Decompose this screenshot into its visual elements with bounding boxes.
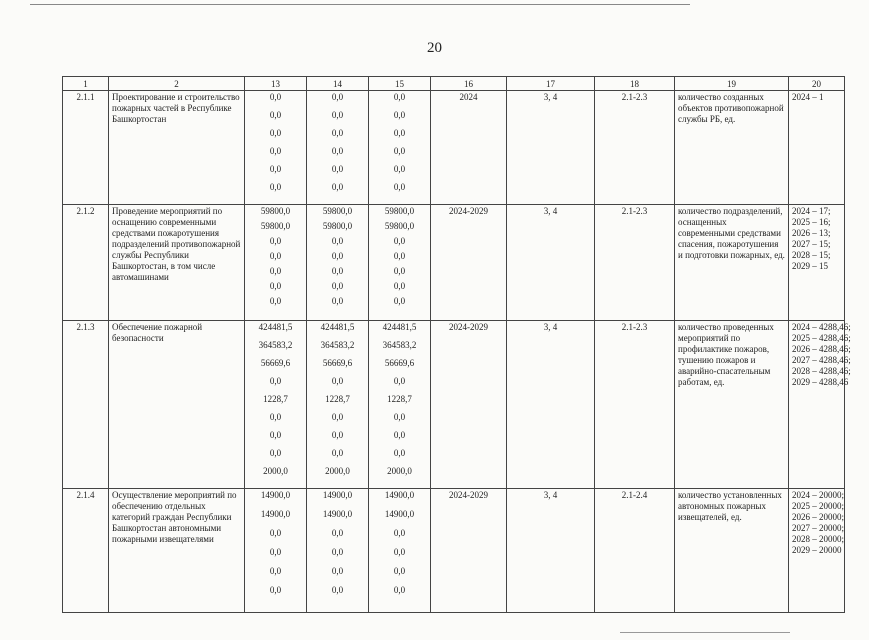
header-cell: 14: [307, 77, 369, 91]
row-target-values: [789, 321, 851, 489]
amount-value: 0,0: [393, 251, 406, 261]
amount-value: 0,0: [331, 266, 344, 276]
row-target-values: [789, 91, 845, 205]
amount-value: 0,0: [269, 146, 282, 156]
header-cell: 19: [675, 77, 789, 91]
row-indicator: количество установленных автономных пожарных извещателей, ед.: [675, 489, 789, 613]
target-value-line: 2028 – 4288,46;: [792, 366, 851, 376]
target-value-line: 2029 – 15: [792, 261, 828, 271]
amount-value: 424481,5: [320, 322, 355, 332]
header-cell: 17: [507, 77, 595, 91]
target-value-line: 2025 – 20000;: [792, 501, 845, 511]
amount-value: 56669,6: [384, 358, 415, 368]
amount-value: 0,0: [269, 430, 282, 440]
amount-value: 0,0: [269, 92, 282, 102]
target-value-line: 2025 – 16;: [792, 217, 831, 227]
bottom-scan-line: [620, 632, 790, 633]
row-years: 2024-2029: [431, 321, 507, 489]
col14-values: [307, 321, 369, 489]
row-years: 2024-2029: [431, 205, 507, 321]
amount-value: 0,0: [331, 182, 344, 192]
table-row: [63, 91, 845, 205]
header-cell: 1: [63, 77, 109, 91]
amount-value: 56669,6: [322, 358, 353, 368]
row-id: 2.1.2: [63, 205, 109, 321]
amount-value: 0,0: [331, 412, 344, 422]
page-number: 20: [427, 40, 442, 56]
row-name: Обеспечение пожарной безопасности: [109, 321, 245, 489]
amount-value: 0,0: [269, 281, 282, 291]
col15-values: [369, 91, 431, 205]
amount-value: 0,0: [331, 376, 344, 386]
amount-value: 0,0: [269, 164, 282, 174]
amount-value: 0,0: [393, 281, 406, 291]
amount-value: 1228,7: [387, 394, 412, 404]
target-value-line: 2028 – 15;: [792, 250, 831, 260]
amount-value: 364583,2: [258, 340, 293, 350]
amount-value: 0,0: [269, 376, 282, 386]
target-value-line: 2029 – 20000: [792, 545, 842, 555]
col15-values: [369, 321, 431, 489]
amount-value: 14900,0: [322, 509, 353, 519]
amount-value: 0,0: [393, 128, 406, 138]
amount-value: 0,0: [393, 585, 406, 595]
row-id: 2.1.4: [63, 489, 109, 613]
amount-value: 14900,0: [384, 490, 415, 500]
amount-value: 0,0: [269, 182, 282, 192]
amount-value: 1228,7: [263, 394, 288, 404]
table-row: [63, 489, 845, 613]
target-value-line: 2026 – 13;: [792, 228, 831, 238]
table-row: [63, 321, 845, 489]
target-value-line: 2029 – 4288,46: [792, 377, 849, 387]
amount-value: 0,0: [331, 110, 344, 120]
program-table: [62, 76, 851, 613]
target-value-line: 2027 – 4288,46;: [792, 355, 851, 365]
amount-value: 0,0: [393, 296, 406, 306]
amount-value: 0,0: [393, 448, 406, 458]
amount-value: 0,0: [393, 266, 406, 276]
amount-value: 0,0: [331, 251, 344, 261]
amount-value: 0,0: [393, 528, 406, 538]
amount-value: 0,0: [331, 236, 344, 246]
amount-value: 0,0: [269, 412, 282, 422]
amount-value: 0,0: [269, 585, 282, 595]
amount-value: 0,0: [331, 281, 344, 291]
amount-value: 0,0: [269, 296, 282, 306]
amount-value: 0,0: [331, 164, 344, 174]
amount-value: 0,0: [331, 448, 344, 458]
col13-values: [245, 489, 307, 613]
col15-values: [369, 205, 431, 321]
amount-value: 424481,5: [382, 322, 417, 332]
target-value-line: 2024 – 4288,46;: [792, 322, 851, 332]
amount-value: 0,0: [269, 448, 282, 458]
amount-value: 2000,0: [263, 466, 288, 476]
amount-value: 0,0: [331, 296, 344, 306]
amount-value: 14900,0: [322, 490, 353, 500]
row-indicator: количество созданных объектов противопожарной службы РБ, ед.: [675, 91, 789, 205]
col14-values: [307, 489, 369, 613]
row-target-values: [789, 489, 845, 613]
amount-value: 0,0: [269, 251, 282, 261]
amount-value: 0,0: [393, 412, 406, 422]
amount-value: 0,0: [331, 585, 344, 595]
target-value-line: 2026 – 4288,46;: [792, 344, 851, 354]
amount-value: 0,0: [269, 547, 282, 557]
amount-value: 59800,0: [260, 206, 291, 216]
amount-value: 0,0: [331, 566, 344, 576]
amount-value: 0,0: [393, 146, 406, 156]
header-cell: 18: [595, 77, 675, 91]
row-target-values: [789, 205, 845, 321]
amount-value: 0,0: [393, 547, 406, 557]
col14-values: [307, 91, 369, 205]
row-name: Осуществление мероприятий по обеспечению отдельных категорий граждан Республики Башкортостан автономными пожарными извещателями: [109, 489, 245, 613]
amount-value: 0,0: [269, 236, 282, 246]
amount-value: 2000,0: [387, 466, 412, 476]
col13-values: [245, 321, 307, 489]
amount-value: 59800,0: [322, 221, 353, 231]
amount-value: 0,0: [269, 266, 282, 276]
amount-value: 0,0: [393, 376, 406, 386]
header-cell: 2: [109, 77, 245, 91]
amount-value: 0,0: [331, 146, 344, 156]
amount-value: 364583,2: [320, 340, 355, 350]
top-scan-line: [30, 4, 690, 5]
row-col17: 3, 4: [507, 205, 595, 321]
table-row: [63, 205, 845, 321]
amount-value: 0,0: [393, 182, 406, 192]
target-value-line: 2026 – 20000;: [792, 512, 845, 522]
amount-value: 14900,0: [260, 509, 291, 519]
amount-value: 56669,6: [260, 358, 291, 368]
row-col18: 2.1-2.4: [595, 489, 675, 613]
amount-value: 0,0: [393, 92, 406, 102]
amount-value: 0,0: [393, 110, 406, 120]
amount-value: 0,0: [269, 110, 282, 120]
target-value-line: 2024 – 20000;: [792, 490, 845, 500]
col13-values: [245, 91, 307, 205]
amount-value: 0,0: [269, 128, 282, 138]
row-col18: 2.1-2.3: [595, 91, 675, 205]
row-name: Проведение мероприятий по оснащению современными средствами пожаротушения подразделений противопожарной службы Республики Башкортостан, в том числе автомашинами: [109, 205, 245, 321]
header-row: [63, 77, 845, 91]
amount-value: 14900,0: [384, 509, 415, 519]
row-name: Проектирование и строительство пожарных частей в Республике Башкортостан: [109, 91, 245, 205]
amount-value: 424481,5: [258, 322, 293, 332]
col13-values: [245, 205, 307, 321]
amount-value: 364583,2: [382, 340, 417, 350]
col14-values: [307, 205, 369, 321]
amount-value: 59800,0: [384, 206, 415, 216]
amount-value: 0,0: [269, 528, 282, 538]
amount-value: 14900,0: [260, 490, 291, 500]
amount-value: 1228,7: [325, 394, 350, 404]
amount-value: 0,0: [331, 528, 344, 538]
target-value-line: 2025 – 4288,46;: [792, 333, 851, 343]
row-indicator: количество проведенных мероприятий по профилактике пожаров, тушению пожаров и аварийно-спасательным работам, ед.: [675, 321, 789, 489]
amount-value: 59800,0: [260, 221, 291, 231]
row-years: 2024-2029: [431, 489, 507, 613]
row-col18: 2.1-2.3: [595, 205, 675, 321]
row-col17: 3, 4: [507, 91, 595, 205]
row-col17: 3, 4: [507, 321, 595, 489]
row-id: 2.1.3: [63, 321, 109, 489]
amount-value: 0,0: [331, 430, 344, 440]
header-cell: 20: [789, 77, 845, 91]
col15-values: [369, 489, 431, 613]
target-value-line: 2027 – 15;: [792, 239, 831, 249]
row-col17: 3, 4: [507, 489, 595, 613]
amount-value: 2000,0: [325, 466, 350, 476]
amount-value: 0,0: [331, 92, 344, 102]
amount-value: 0,0: [331, 128, 344, 138]
header-cell: 13: [245, 77, 307, 91]
amount-value: 59800,0: [384, 221, 415, 231]
amount-value: 0,0: [393, 164, 406, 174]
header-cell: 16: [431, 77, 507, 91]
row-id: 2.1.1: [63, 91, 109, 205]
amount-value: 59800,0: [322, 206, 353, 216]
target-value-line: 2028 – 20000;: [792, 534, 845, 544]
target-value-line: 2024 – 1: [792, 92, 824, 102]
amount-value: 0,0: [331, 547, 344, 557]
row-indicator: количество подразделений, оснащенных современными средствами спасения, пожаротушения и подготовки пожарных, ед.: [675, 205, 789, 321]
amount-value: 0,0: [393, 566, 406, 576]
target-value-line: 2027 – 20000;: [792, 523, 845, 533]
amount-value: 0,0: [269, 566, 282, 576]
amount-value: 0,0: [393, 430, 406, 440]
row-col18: 2.1-2.3: [595, 321, 675, 489]
header-cell: 15: [369, 77, 431, 91]
amount-value: 0,0: [393, 236, 406, 246]
row-years: 2024: [431, 91, 507, 205]
target-value-line: 2024 – 17;: [792, 206, 831, 216]
